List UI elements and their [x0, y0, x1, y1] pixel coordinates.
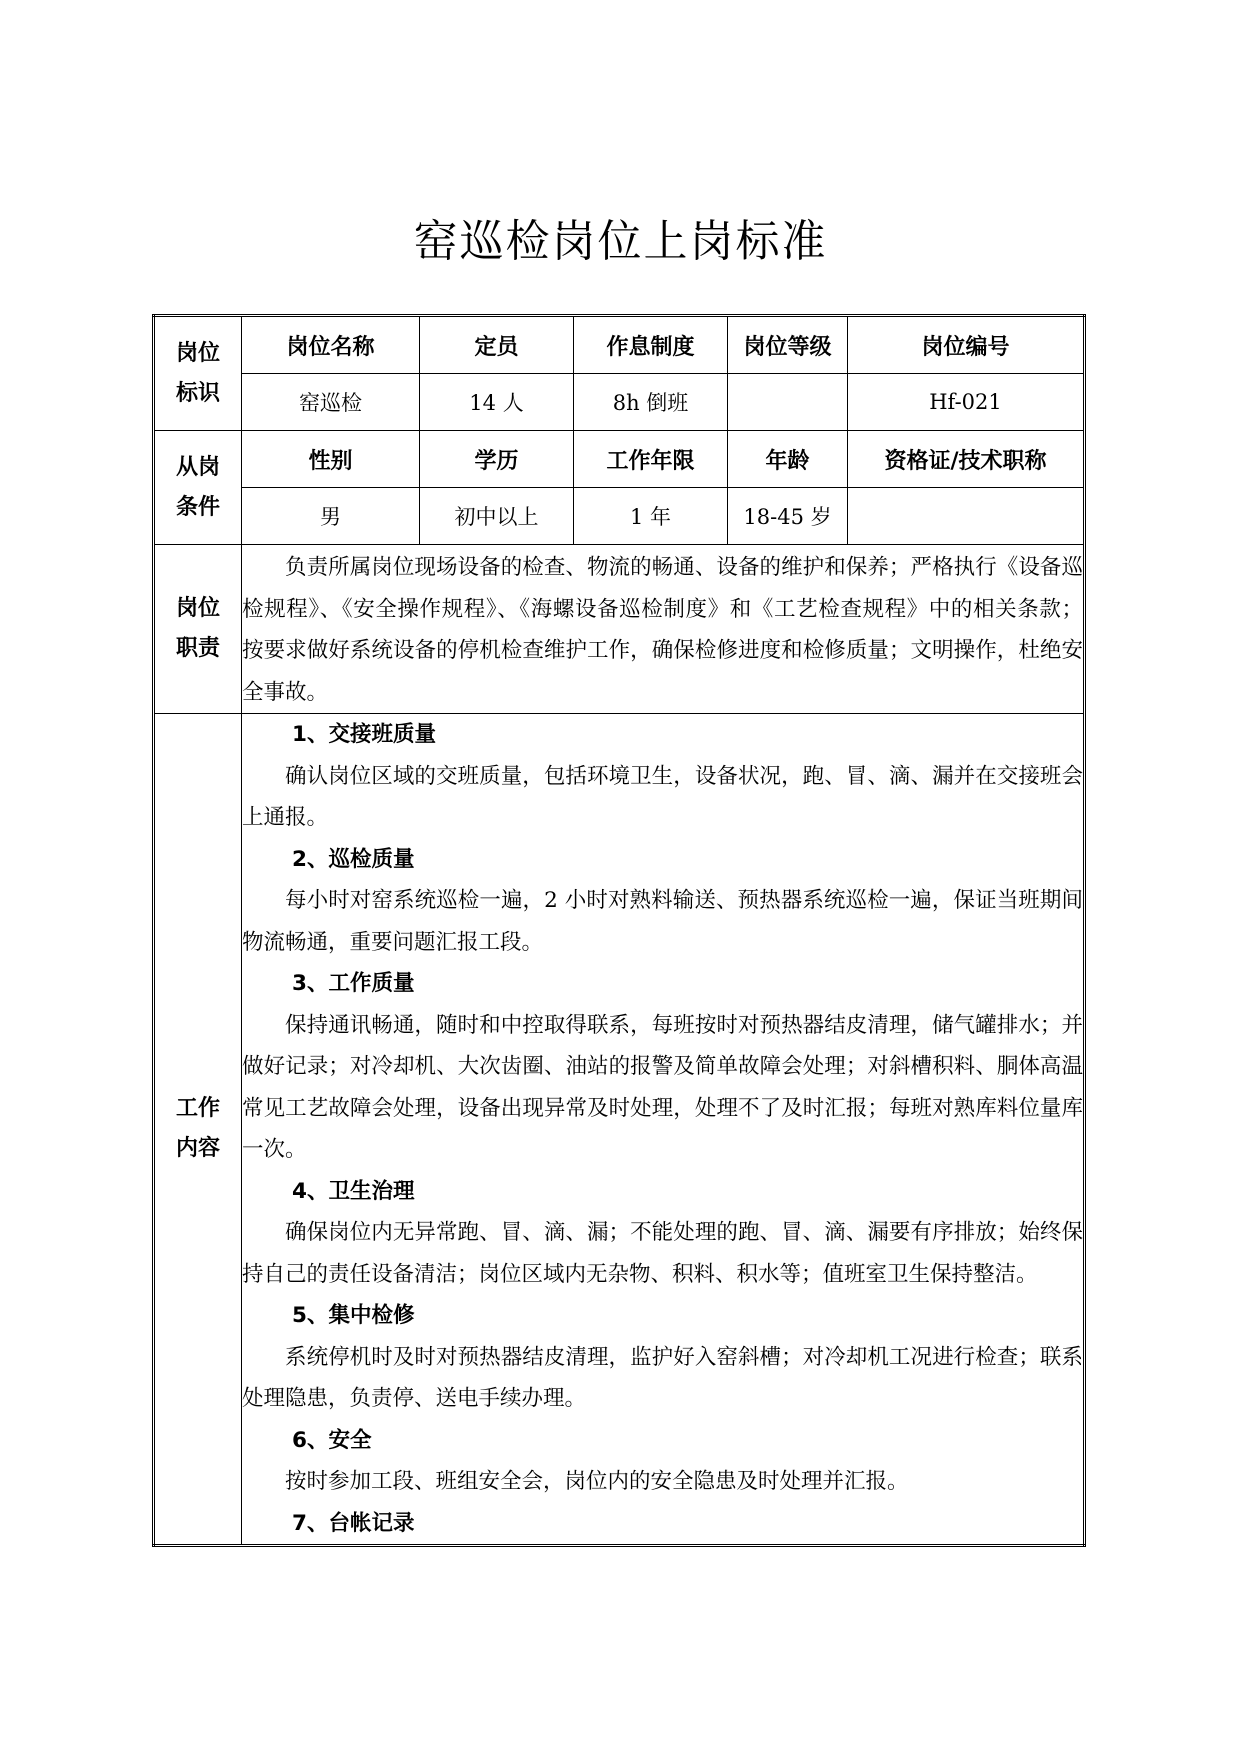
value-age: 18-45 岁 [728, 488, 848, 545]
identity-value-row [154, 374, 1085, 431]
value-schedule: 8h 倒班 [574, 374, 728, 431]
header-education: 学历 [420, 431, 574, 488]
work-item-text: 按时参加工段、班组安全会，岗位内的安全隐患及时处理并汇报。 [285, 1469, 909, 1494]
work-content-cell [242, 714, 1085, 1546]
value-work-years: 1 年 [574, 488, 728, 545]
value-education: 初中以上 [420, 488, 574, 545]
value-gender: 男 [242, 488, 420, 545]
standard-table [152, 314, 1086, 1547]
conditions-section-label: 从岗 条件 [154, 431, 242, 545]
work-item-heading: 7、台帐记录 [292, 1510, 415, 1536]
work-item-text: 系统停机时及时对预热器结皮清理，监护好入窑斜槽；对冷却机工况进行检查；联系处理隐患，负责停、送电手续办理。 [242, 1344, 1083, 1411]
header-schedule: 作息制度 [574, 316, 728, 374]
duties-section-label: 岗位 职责 [154, 545, 242, 714]
work-item-text: 每小时对窑系统巡检一遍，2 小时对熟料输送、预热器系统巡检一遍，保证当班期间物流畅通，重要问题汇报工段。 [242, 888, 1083, 955]
work-section-label: 工作 内容 [154, 714, 242, 1546]
work-item-heading: 6、安全 [292, 1427, 372, 1453]
conditions-value-row [154, 488, 1085, 545]
work-item-heading: 3、工作质量 [292, 971, 415, 996]
header-age: 年龄 [728, 431, 848, 488]
identity-header-row [154, 316, 1085, 374]
work-item-heading: 4、卫生治理 [292, 1178, 415, 1204]
header-headcount: 定员 [420, 316, 574, 374]
header-gender: 性别 [242, 431, 420, 488]
value-certificate [848, 488, 1085, 545]
header-post-name: 岗位名称 [242, 316, 420, 374]
value-post-level [728, 374, 848, 431]
duties-cell [242, 545, 1085, 714]
header-work-years: 工作年限 [574, 431, 728, 488]
work-item-heading: 2、巡检质量 [292, 846, 415, 872]
header-post-code: 岗位编号 [848, 316, 1085, 374]
page-title: 窑巡检岗位上岗标准 [413, 216, 828, 267]
identity-section-label: 岗位 标识 [154, 316, 242, 431]
work-item-text: 确保岗位内无异常跑、冒、滴、漏；不能处理的跑、冒、滴、漏要有序排放；始终保持自己的责任设备清洁；岗位区域内无杂物、积料、积水等；值班室卫生保持整洁。 [242, 1220, 1083, 1287]
duties-row [154, 545, 1085, 714]
header-certificate: 资格证/技术职称 [848, 431, 1085, 488]
work-row [154, 714, 1085, 1546]
header-post-level: 岗位等级 [728, 316, 848, 374]
work-item-heading: 1、交接班质量 [292, 722, 436, 747]
duties-text: 负责所属岗位现场设备的检查、物流的畅通、设备的维护和保养；严格执行《设备巡检规程》、《安全操作规程》、《海螺设备巡检制度》和《工艺检查规程》中的相关条款； 按要求做好系统设备的停机检查维护工作，确保检修进度和检修质量；文明操作，杜绝安全事故。 [242, 555, 1083, 705]
work-item-text: 保持通讯畅通，随时和中控取得联系，每班按时对预热器结皮清理，储气罐排水；并做好记录；对冷却机、大次齿圈、油站的报警及简单故障会处理；对斜槽积料、胴体高温常见工艺故障会处理，设备出现异常及时处理，处理不了及时汇报；每班对熟库料位量库一次。 [242, 1012, 1083, 1162]
value-headcount: 14 人 [420, 374, 574, 431]
value-post-code: Hf-021 [848, 374, 1085, 431]
work-item-text: 确认岗位区域的交班质量，包括环境卫生，设备状况，跑、冒、滴、漏并在交接班会上通报。 [242, 763, 1083, 830]
value-post-name: 窑巡检 [242, 374, 420, 431]
work-item-heading: 5、集中检修 [292, 1303, 415, 1328]
conditions-header-row [154, 431, 1085, 488]
